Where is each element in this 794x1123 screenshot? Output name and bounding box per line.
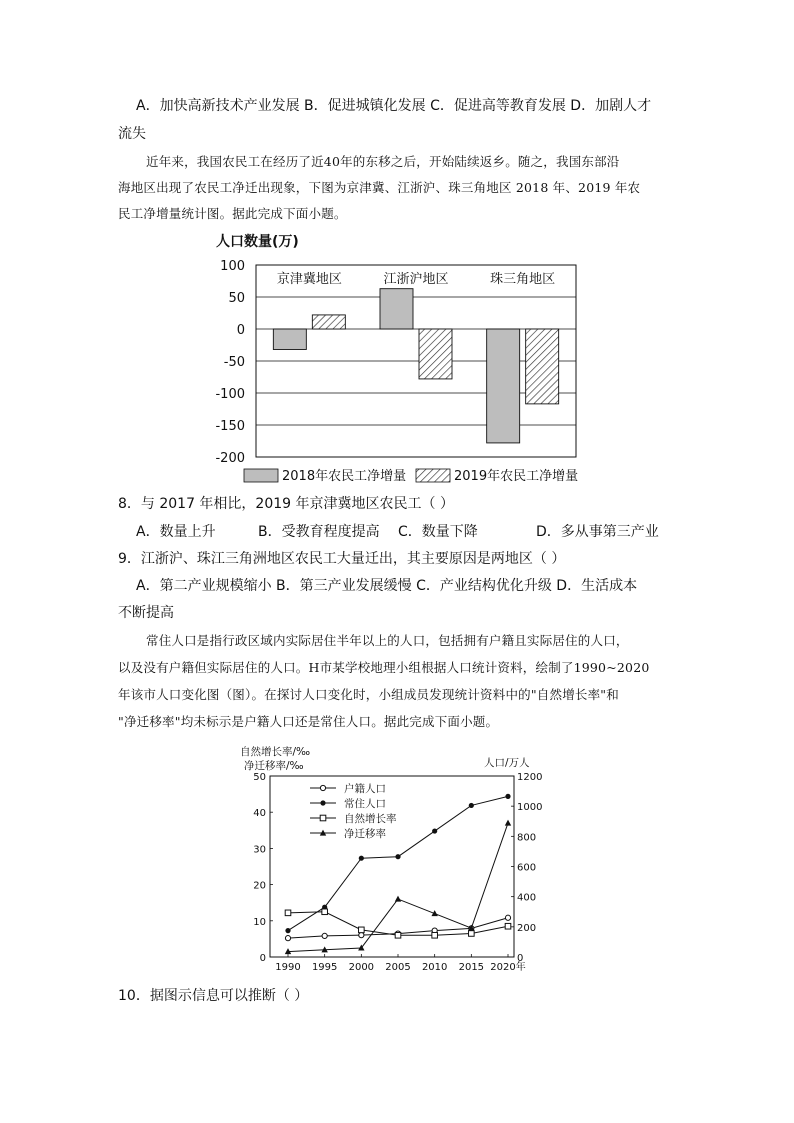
chart2-right-tick-label: 400 — [517, 892, 537, 904]
chart2-right-tick-label: 200 — [517, 922, 537, 934]
legend-marker — [320, 800, 325, 805]
passage1-line2: 海地区出现了农民工净迁出现象，下图为京津冀、江浙沪、珠三角地区 2018 年、2019 年农 — [118, 180, 641, 195]
registered-population-point — [322, 933, 327, 938]
chart2-left-tick-label: 0 — [259, 953, 266, 964]
chart2-frame — [270, 776, 514, 957]
chart1-y-tick-label: 0 — [236, 323, 245, 338]
resident-population-point — [469, 803, 474, 808]
q7-options-continuation: 流失 — [118, 126, 146, 142]
chart1-category-label: 江浙沪地区 — [383, 272, 449, 287]
chart1-y-tick-label: -100 — [215, 387, 245, 402]
chart2-x-tick-label: 1995 — [311, 962, 338, 973]
bar-2019 — [312, 315, 345, 329]
passage2-line2: 以及没有户籍但实际居住的人口。H市某学校地理小组根据人口统计资料，绘制了1990~2020 — [118, 660, 650, 675]
natural-growth-rate-point — [469, 931, 475, 937]
resident-population-point — [285, 928, 290, 933]
chart1-y-title: 人口数量(万) — [216, 234, 299, 250]
chart1-y-tick-label: 50 — [228, 291, 245, 306]
chart2-right-title: 人口/万人 — [484, 757, 530, 769]
legend-label: 自然增长率 — [344, 813, 397, 825]
chart2-left-title-2: 净迁移率/‰ — [244, 760, 304, 772]
chart2-x-tick-label: 2015 — [458, 962, 485, 973]
chart2-right-tick-label: 1200 — [517, 772, 543, 783]
legend-label: 户籍人口 — [344, 783, 386, 795]
registered-population-point — [505, 915, 510, 920]
chart2-x-tick-label: 1990 — [275, 962, 301, 973]
chart2-left-tick-label: 20 — [253, 880, 266, 892]
resident-population-point — [395, 854, 400, 859]
natural-growth-rate-point — [322, 909, 328, 915]
legend-2018-swatch — [244, 469, 278, 482]
resident-population-point — [359, 856, 364, 861]
chart2-x-tick-label: 2020年 — [490, 962, 526, 973]
natural-growth-rate-point — [432, 932, 438, 938]
q8-option-a[interactable]: A．数量上升 — [136, 524, 216, 540]
migrant-worker-bar-chart — [200, 228, 620, 488]
resident-population-point — [432, 828, 437, 833]
bar-2018 — [487, 329, 520, 443]
chart1-y-tick-label: 100 — [220, 259, 245, 274]
q9-options-continuation: 不断提高 — [118, 605, 174, 621]
passage1-line3: 民工净增量统计图。据此完成下面小题。 — [118, 206, 347, 221]
q8-stem: 8．与 2017 年相比，2019 年京津冀地区农民工（ ） — [118, 496, 454, 512]
legend-2019-swatch — [416, 469, 450, 482]
legend-2019-label: 2019年农民工净增量 — [454, 469, 579, 484]
chart2-left-tick-label: 40 — [253, 808, 266, 820]
chart2-left-title-1: 自然增长率/‰ — [240, 746, 311, 758]
chart2-right-tick-label: 800 — [517, 832, 537, 844]
legend-label: 常住人口 — [344, 798, 386, 810]
natural-growth-rate-point — [285, 910, 291, 916]
passage2-line4: "净迁移率"均未标示是户籍人口还是常住人口。据此完成下面小题。 — [118, 714, 499, 729]
net-migration-rate-point — [505, 820, 511, 826]
chart2-x-tick-label: 2000 — [348, 962, 375, 973]
natural-growth-rate-point — [359, 927, 365, 933]
chart2-right-tick-label: 0 — [517, 953, 524, 964]
registered-population-point — [285, 936, 290, 941]
registered-population-point — [359, 933, 364, 938]
q9-options-line: A．第二产业规模缩小 B．第三产业发展缓慢 C．产业结构优化升级 D．生活成本 — [136, 578, 638, 594]
chart1-category-label: 京津冀地区 — [276, 272, 342, 287]
chart2-left-tick-label: 50 — [253, 772, 266, 783]
chart2-left-tick-label: 10 — [253, 916, 266, 928]
natural-growth-rate-point — [505, 923, 511, 929]
bar-2018 — [273, 329, 306, 349]
q8-option-b[interactable]: B．受教育程度提高 — [258, 524, 380, 540]
legend-2018-label: 2018年农民工净增量 — [282, 469, 407, 484]
q8-option-d[interactable]: D．多从事第三产业 — [536, 524, 659, 540]
chart2-right-tick-label: 600 — [517, 862, 537, 874]
q7-options-line: A．加快高新技术产业发展 B．促进城镇化发展 C．促进高等教育发展 D．加剧人才 — [136, 98, 652, 114]
chart2-right-tick-label: 1000 — [517, 802, 543, 814]
chart1-y-tick-label: -150 — [215, 419, 245, 434]
chart2-x-tick-label: 2010 — [421, 962, 448, 973]
passage2-line1: 常住人口是指行政区域内实际居住半年以上的人口，包括拥有户籍且实际居住的人口， — [146, 633, 629, 648]
chart2-left-tick-label: 30 — [253, 844, 266, 856]
q10-stem: 10．据图示信息可以推断（ ） — [118, 988, 309, 1004]
chart1-category-label: 珠三角地区 — [490, 272, 556, 287]
bar-2019 — [526, 329, 559, 404]
chart1-y-tick-label: -50 — [223, 355, 245, 370]
resident-population-point — [505, 794, 510, 799]
chart1-y-tick-label: -200 — [215, 451, 245, 466]
q8-option-c[interactable]: C．数量下降 — [398, 524, 478, 540]
bar-2019 — [419, 329, 452, 379]
legend-label: 净迁移率 — [344, 828, 386, 840]
natural-growth-rate-point — [395, 932, 401, 938]
passage2-line3: 年该市人口变化图（图）。在探讨人口变化时，小组成员发现统计资料中的"自然增长率"和 — [118, 687, 619, 702]
legend-marker — [320, 785, 325, 790]
legend-marker — [320, 815, 326, 821]
net-migration-rate-point — [395, 896, 401, 902]
population-line-chart — [230, 742, 550, 978]
passage1-line1: 近年来，我国农民工在经历了近40年的东移之后，开始陆续返乡。随之，我国东部沿 — [146, 154, 620, 169]
q9-stem: 9．江浙沪、珠江三角洲地区农民工大量迁出，其主要原因是两地区（ ） — [118, 551, 566, 567]
bar-2018 — [380, 289, 413, 329]
chart2-x-tick-label: 2005 — [385, 962, 411, 973]
